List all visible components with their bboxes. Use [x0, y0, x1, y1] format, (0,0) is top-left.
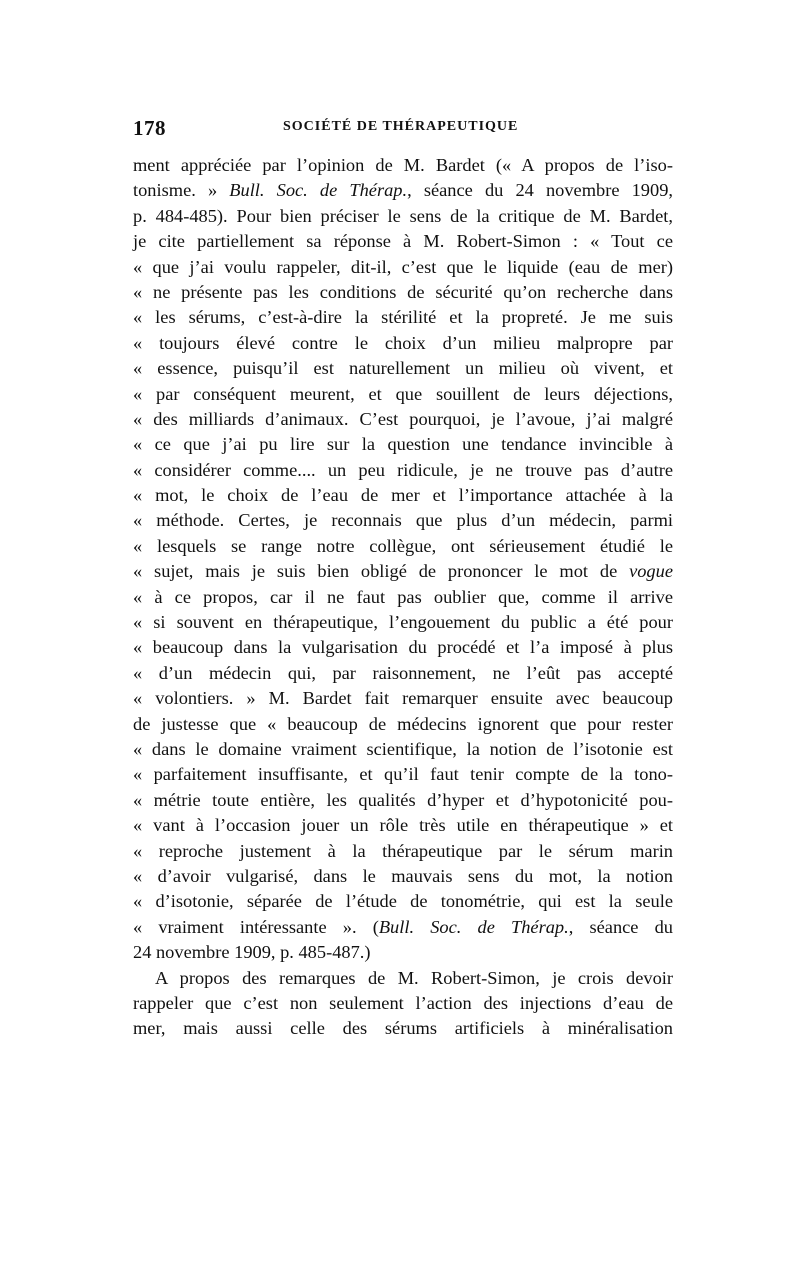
text-line [133, 585, 673, 610]
text-segment: mer, mais aussi celle des sérums artificiels à minéralisation [133, 1018, 673, 1039]
italic-text: Bull. Soc. de Thérap. [229, 180, 408, 201]
text-line [133, 178, 673, 203]
text-segment: « que j’ai voulu rappeler, dit-il, c’est que le liquide (eau de mer) [133, 256, 673, 277]
text-segment: , séance du 24 novembre 1909, [407, 180, 673, 201]
text-line [133, 839, 673, 864]
text-segment: « ne présente pas les conditions de sécurité qu’on recherche dans [133, 281, 673, 302]
italic-text: vogue [629, 561, 673, 582]
text-segment: p. 484-485). Pour bien préciser le sens de la critique de M. Bardet, [133, 205, 673, 226]
text-segment: « d’avoir vulgarisé, dans le mauvais sens du mot, la notion [133, 865, 673, 886]
text-line [133, 432, 673, 457]
text-line [133, 991, 673, 1016]
italic-text: Bull. Soc. de Thérap. [378, 916, 569, 937]
text-line [133, 356, 673, 381]
text-line [133, 661, 673, 686]
text-line [133, 153, 673, 178]
text-line [133, 813, 673, 838]
text-line [133, 382, 673, 407]
text-line [133, 280, 673, 305]
text-line [133, 712, 673, 737]
text-line [133, 229, 673, 254]
text-line [133, 458, 673, 483]
text-line [133, 635, 673, 660]
text-segment: « essence, puisqu’il est naturellement un milieu où vivent, et [133, 358, 673, 379]
text-line [133, 255, 673, 280]
text-segment: A propos des remarques de M. Robert-Simon, je crois devoir [155, 967, 673, 988]
text-line [133, 864, 673, 889]
text-line [133, 559, 673, 584]
text-segment: « des milliards d’animaux. C’est pourquoi, je l’avoue, j’ai malgré [133, 408, 673, 429]
text-segment: « lesquels se range notre collègue, ont sérieusement étudié le [133, 535, 673, 556]
text-segment: , séance du [568, 916, 673, 937]
text-segment: « les sérums, c’est-à-dire la stérilité et la propreté. Je me suis [133, 307, 673, 328]
text-segment: ment appréciée par l’opinion de M. Bardet (« A propos de l’iso- [133, 155, 673, 175]
text-segment: « mot, le choix de l’eau de mer et l’importance attachée à la [133, 485, 673, 506]
text-line [133, 737, 673, 762]
text-line [133, 407, 673, 432]
text-segment: « vant à l’occasion jouer un rôle très utile en thérapeutique » et [133, 815, 673, 836]
text-segment: « beaucoup dans la vulgarisation du procédé et l’a imposé à plus [133, 637, 673, 658]
text-segment: je cite partiellement sa réponse à M. Robert-Simon : « Tout ce [133, 231, 673, 252]
text-segment: « reproche justement à la thérapeutique par le sérum marin [133, 840, 673, 861]
text-line [133, 889, 673, 914]
text-line [133, 331, 673, 356]
text-segment: « volontiers. » M. Bardet fait remarquer ensuite avec beaucoup [133, 688, 673, 709]
body-text [133, 153, 673, 1042]
text-line [133, 610, 673, 635]
text-line [133, 534, 673, 559]
text-segment: de justesse que « beaucoup de médecins ignorent que pour rester [133, 713, 673, 734]
text-segment: « dans le domaine vraiment scientifique, la notion de l’isotonie est [133, 738, 673, 759]
text-segment: « d’isotonie, séparée de l’étude de tonométrie, qui est la seule [133, 891, 673, 912]
text-segment: 24 novembre 1909, p. 485-487.) [133, 942, 371, 963]
text-segment: « si souvent en thérapeutique, l’engouement du public a été pour [133, 612, 673, 633]
text-line [133, 204, 673, 229]
text-line [133, 686, 673, 711]
text-segment: « parfaitement insuffisante, et qu’il faut tenir compte de la tono- [133, 764, 673, 785]
text-line [133, 966, 673, 991]
page-number: 178 [133, 116, 166, 140]
text-line [133, 762, 673, 787]
running-head: SOCIÉTÉ DE THÉRAPEUTIQUE [283, 119, 519, 134]
text-segment: « sujet, mais je suis bien obligé de prononcer le mot de [133, 561, 630, 582]
text-line [133, 508, 673, 533]
text-line [133, 305, 673, 330]
text-segment: « par conséquent meurent, et que souillent de leurs déjections, [133, 383, 673, 404]
text-segment: « toujours élevé contre le choix d’un milieu malpropre par [133, 332, 673, 353]
page-header [133, 116, 673, 142]
text-segment: tonisme. » [133, 180, 230, 201]
text-segment: « à ce propos, car il ne faut pas oublier que, comme il arrive [133, 586, 673, 607]
text-line [133, 940, 673, 965]
text-line [133, 483, 673, 508]
text-segment: « considérer comme.... un peu ridicule, je ne trouve pas d’autre [133, 459, 673, 480]
text-line [133, 788, 673, 813]
text-segment: « méthode. Certes, je reconnais que plus d’un médecin, parmi [133, 510, 673, 531]
text-line [133, 915, 673, 940]
text-line [133, 1016, 673, 1041]
text-segment: « d’un médecin qui, par raisonnement, ne l’eût pas accepté [133, 662, 673, 683]
text-segment: « métrie toute entière, les qualités d’hyper et d’hypotonicité pou- [133, 789, 673, 810]
text-segment: « vraiment intéressante ». ( [133, 916, 379, 937]
text-segment: rappeler que c’est non seulement l’action des injections d’eau de [133, 992, 673, 1013]
text-segment: « ce que j’ai pu lire sur la question une tendance invincible à [133, 434, 673, 455]
